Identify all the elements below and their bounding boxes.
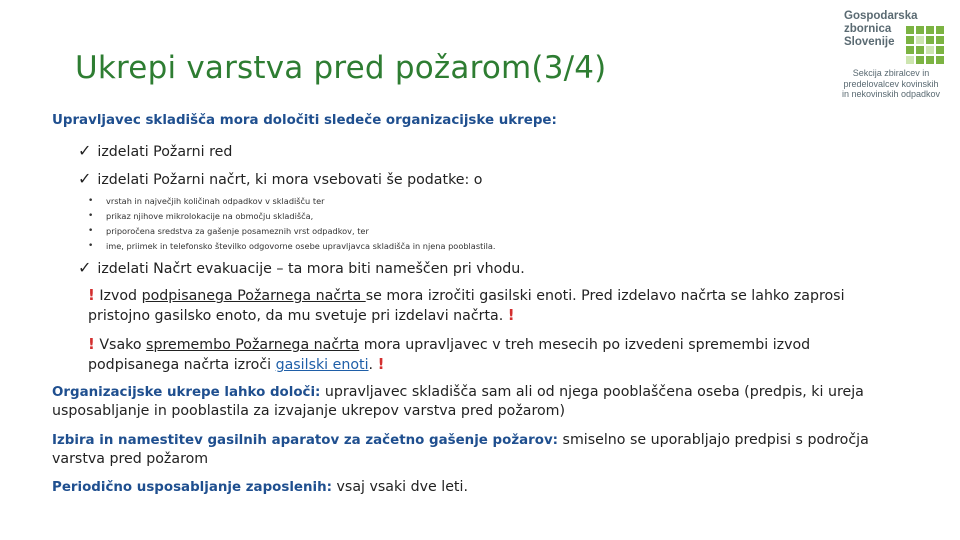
- extinguisher-paragraph: Izbira in namestitev gasilnih aparatov za začetno gašenje požarov: smiselno se uporabljajo predpisi s področja varstva pred požarom: [52, 432, 869, 467]
- fire-plan-sub-list: [88, 194, 495, 254]
- chamber-logo: [836, 10, 948, 102]
- check-item-evacuation: ✓ izdelati Načrt evakuacije – ta mora biti nameščen pri vhodu.: [78, 258, 525, 277]
- exclamation-icon: !: [88, 286, 95, 304]
- logo-section-text: Sekcija zbiralcev in predelovalcev kovinskih in nekovinskih odpadkov: [841, 68, 941, 99]
- check-icon: ✓: [78, 258, 92, 277]
- extinguisher-label: Izbira in namestitev gasilnih aparatov za začetno gašenje požarov:: [52, 433, 559, 448]
- fire-unit-link[interactable]: gasilski enoti: [275, 357, 369, 373]
- check-item-fire-rules: ✓ izdelati Požarni red: [78, 141, 233, 160]
- exclamation-icon: !: [88, 335, 95, 353]
- check-icon: ✓: [78, 169, 92, 188]
- exclamation-icon: !: [507, 306, 515, 324]
- page-title: Ukrepi varstva pred požarom(3/4): [75, 50, 607, 86]
- exclamation-icon: !: [377, 355, 385, 373]
- warning-fire-plan-copy: ! Izvod podpisanega Požarnega načrta se mora izročiti gasilski enoti. Pred izdelavo načrta se lahko zaprosi pristojno gasilsko enoto, da mu svetuje pri izdelavi načrta. !: [88, 286, 845, 324]
- check-icon: ✓: [78, 141, 92, 160]
- org-measures-label: Organizacijske ukrepe lahko določi:: [52, 385, 321, 400]
- list-item: • vrstah in največjih količinah odpadkov v skladišču ter: [88, 194, 495, 209]
- check-item-fire-plan: ✓ izdelati Požarni načrt, ki mora vsebovati še podatke: o: [78, 169, 483, 188]
- org-measures-paragraph: Organizacijske ukrepe lahko določi: upravljavec skladišča sam ali od njega pooblaščena oseba (predpis, ki ureja usposabljanje in pooblastila za izvajanje ukrepov varstva pred požarom): [52, 384, 864, 419]
- list-item: • prikaz njihove mikrolokacije na območju skladišča,: [88, 209, 495, 224]
- warning-fire-plan-change: ! Vsako spremembo Požarnega načrta mora upravljavec v treh mesecih po izvedeni spremembi izvod podpisanega načrta izroči gasilski enoti. !: [88, 335, 811, 373]
- logo-name: Gospodarska zbornica Slovenije: [844, 10, 918, 48]
- list-item: • ime, priimek in telefonsko številko odgovorne osebe upravljavca skladišča in njena pooblastila.: [88, 239, 495, 254]
- intro-text: Upravljavec skladišča mora določiti sledeče organizacijske ukrepe:: [52, 113, 557, 128]
- training-paragraph: Periodično usposabljanje zaposlenih: vsaj vsaki dve leti.: [52, 479, 468, 495]
- training-label: Periodično usposabljanje zaposlenih:: [52, 480, 333, 495]
- list-item: • priporočena sredstva za gašenje posameznih vrst odpadkov, ter: [88, 224, 495, 239]
- logo-grid-icon: [906, 26, 944, 64]
